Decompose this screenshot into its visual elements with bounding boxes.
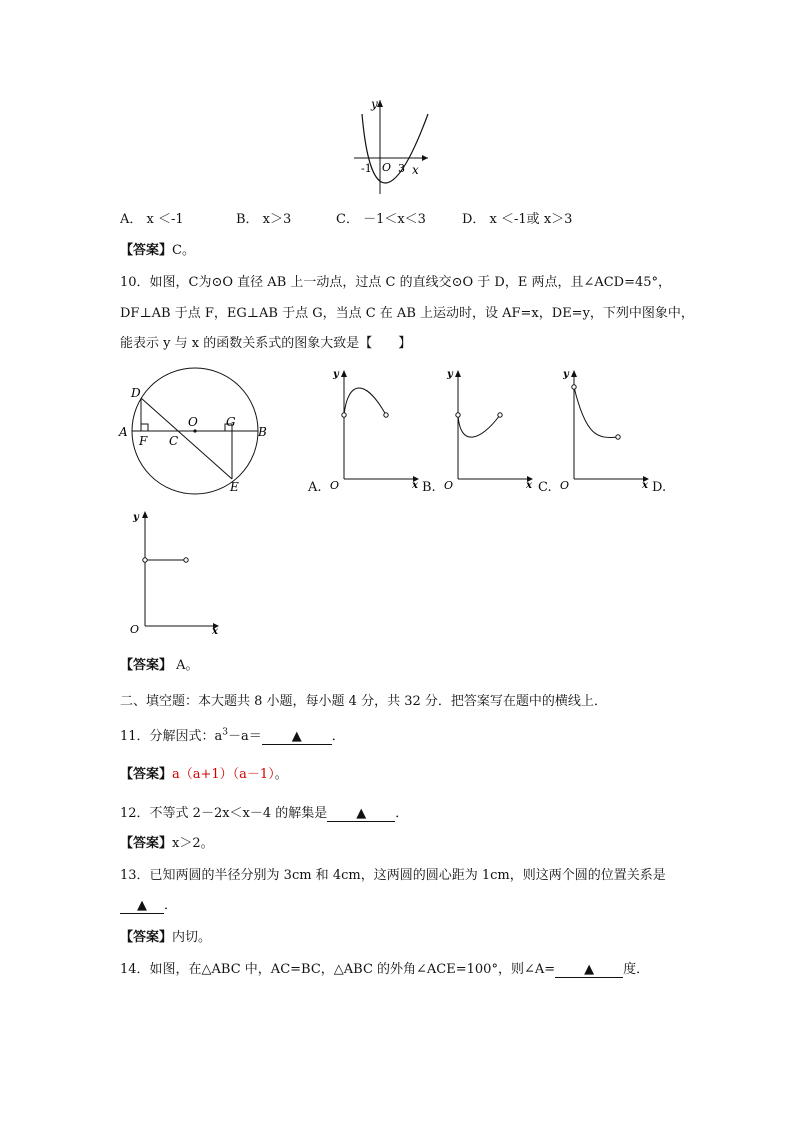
q10-choice-d-label: D.: [652, 480, 667, 495]
q10-graph-b: [436, 367, 536, 489]
open-point-start: [143, 558, 147, 562]
q10-choice-b-label: B.: [422, 480, 436, 495]
answer-end: 。: [274, 767, 288, 782]
q11-prefix: 11．分解因式：a: [120, 729, 223, 744]
q10-answer: [120, 654, 199, 673]
x-label: x: [212, 626, 218, 636]
y-label: y: [371, 97, 378, 111]
q10-choice-c-label: C.: [538, 480, 552, 495]
y-arrow-icon: [142, 511, 148, 518]
label-b: B: [258, 425, 267, 439]
q14-end: 度．: [623, 962, 650, 977]
q11-exponent: 3: [222, 727, 229, 738]
answer-text: A。: [172, 658, 199, 673]
label-c: C: [169, 434, 179, 448]
y-arrow-icon: [377, 100, 383, 107]
q12-blank: ▲: [327, 807, 395, 822]
answer-tag: 【答案】: [120, 658, 173, 673]
q12-prefix: 12．不等式 2－2x＜x－4 的解集是: [120, 806, 328, 821]
q13-blank: ▲: [120, 899, 164, 914]
q9-parabola-graph: [350, 96, 430, 196]
open-point-end: [184, 558, 188, 562]
y-arrow-icon: [571, 370, 577, 377]
chord-de: [141, 398, 232, 479]
q9-option-c: C． －1＜x＜3: [336, 212, 426, 227]
label-a: A: [119, 425, 128, 439]
q11-answer: [120, 763, 288, 782]
q12-answer: [120, 832, 214, 851]
q9-option-d: D． x ＜-1或 x＞3: [462, 212, 573, 227]
q10-choice-a-label: A.: [308, 480, 322, 495]
open-point-start: [456, 413, 460, 417]
y-label: y: [133, 512, 139, 523]
q9-option-b: B． x＞3: [236, 212, 292, 227]
q13-line-1: 13．已知两圆的半径分别为 3cm 和 4cm，这两圆的圆心距为 1cm，则这两个圆的位置关系是: [120, 868, 666, 883]
label-d: D: [131, 386, 141, 400]
label-o: O: [188, 415, 198, 429]
q11-end: ．: [331, 729, 345, 744]
answer-tag: 【答案】: [120, 767, 173, 782]
x-label: x: [526, 480, 532, 489]
q10-graph-d: [112, 508, 224, 636]
answer-text: 内切。: [172, 930, 212, 945]
answer-text: x＞2。: [172, 836, 214, 851]
q9-answer: [120, 239, 195, 258]
q10-line-2: DF⊥AB 于点 F，EG⊥AB 于点 G，当点 C 在 AB 上运动时，设 AF=x，DE=y，下列中图象中，: [120, 306, 694, 321]
q11-question: [120, 725, 345, 745]
q11-blank: ▲: [262, 730, 332, 745]
q13-end: ．: [164, 898, 178, 913]
q10-graph-c: [552, 367, 652, 489]
open-point-start: [342, 413, 346, 417]
answer-tag: 【答案】: [120, 243, 173, 258]
q10-graph-a: [322, 367, 422, 489]
y-label: y: [563, 369, 569, 380]
q13-line-2: [120, 894, 177, 914]
left-root-label: -1: [361, 162, 372, 175]
origin-label: O: [444, 479, 454, 489]
origin-label: O: [560, 479, 570, 489]
right-angle-f: [141, 424, 148, 431]
origin-label: O: [382, 161, 392, 174]
y-arrow-icon: [341, 370, 347, 377]
x-label: x: [412, 480, 418, 489]
y-label: y: [447, 369, 453, 380]
open-point-start: [572, 385, 576, 389]
answer-tag: 【答案】: [120, 930, 173, 945]
answer-formula: a（a+1）（a－1）: [172, 767, 275, 782]
q12-question: [120, 802, 408, 822]
center-dot: [193, 429, 196, 432]
q11-suffix: －a＝: [228, 729, 262, 744]
q14-question: [120, 958, 649, 978]
origin-label: O: [330, 479, 340, 489]
x-label: x: [642, 480, 648, 489]
q10-line-1: 10．如图，C为⊙O 直径 AB 上一动点，过点 C 的直线交⊙O 于 D，E 两点，且∠ACD=45°，: [120, 275, 672, 290]
answer-text: C。: [172, 243, 195, 258]
open-point-end: [384, 413, 388, 417]
open-point-end: [616, 435, 620, 439]
y-arrow-icon: [455, 370, 461, 377]
q12-end: ．: [395, 806, 409, 821]
y-label: y: [333, 369, 339, 380]
q13-answer: [120, 926, 211, 945]
curve: [458, 415, 500, 437]
x-label: x: [412, 163, 419, 177]
curve: [344, 388, 386, 415]
q9-option-a: A． x ＜-1: [120, 212, 184, 227]
open-point-end: [498, 413, 502, 417]
section-2-heading: 二、填空题：本大题共 8 小题，每小题 4 分，共 32 分．把答案写在题中的横线上．: [120, 694, 607, 709]
label-g: G: [226, 415, 236, 429]
q14-blank: ▲: [555, 963, 623, 978]
q10-line-3: 能表示 y 与 x 的函数关系式的图象大致是【 】: [120, 336, 412, 351]
q10-circle-figure: [112, 365, 272, 497]
x-arrow-icon: [422, 155, 428, 161]
q14-prefix: 14．如图，在△ABC 中，AC=BC，△ABC 的外角∠ACE=100°，则∠A=: [120, 962, 556, 977]
answer-tag: 【答案】: [120, 836, 173, 851]
origin-label: O: [130, 623, 140, 636]
label-e: E: [230, 480, 239, 494]
right-root-label: 3: [398, 162, 405, 175]
curve: [574, 387, 618, 437]
label-f: F: [139, 434, 148, 448]
